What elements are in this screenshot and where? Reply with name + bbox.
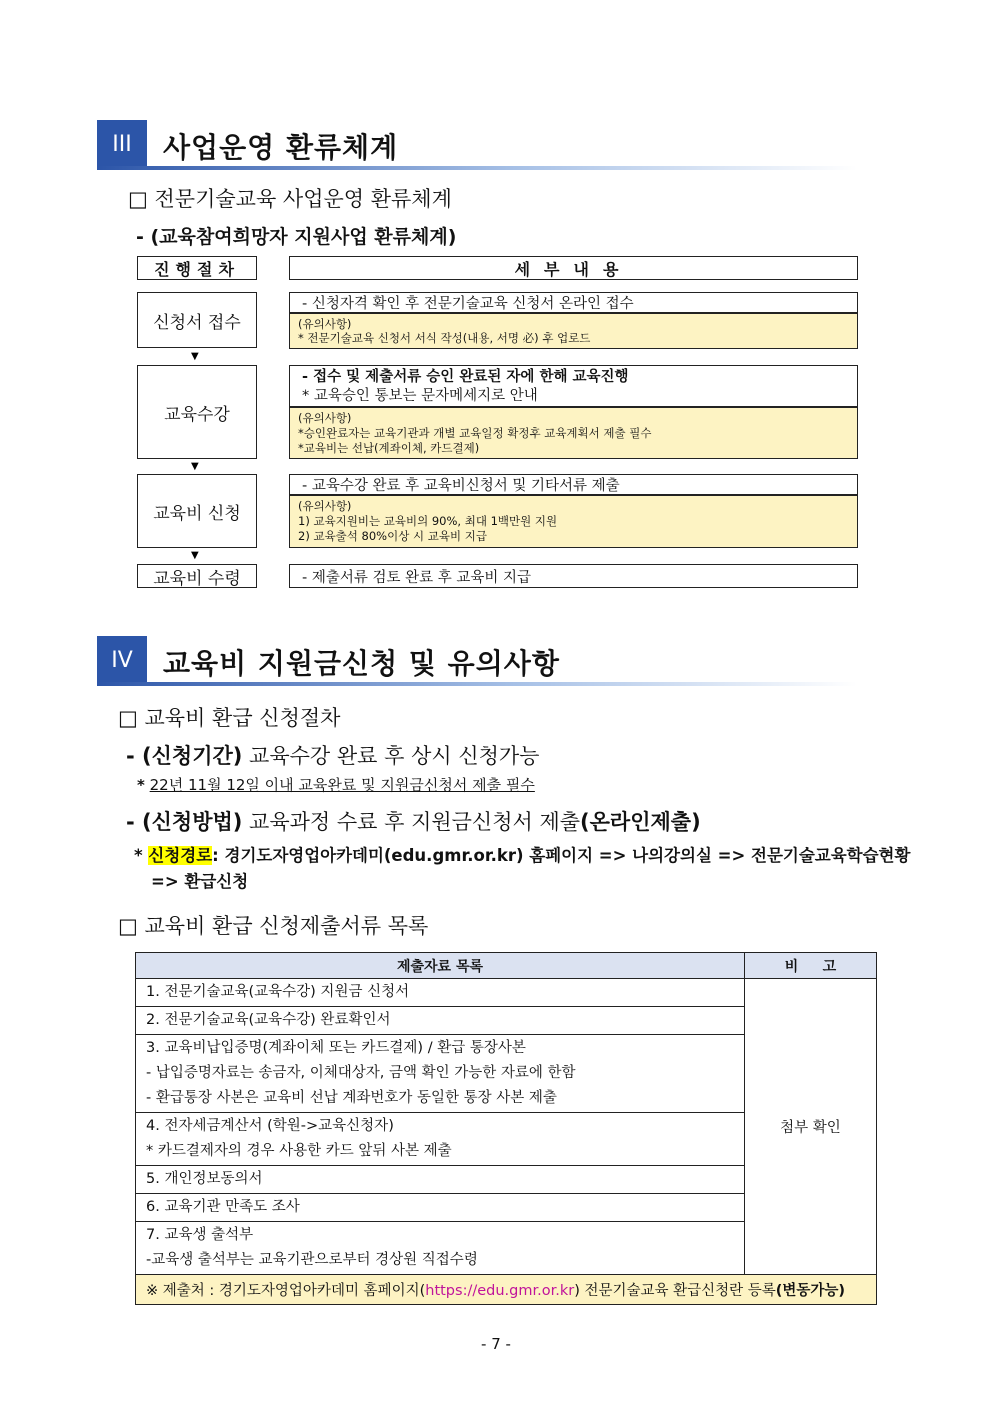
apply-route-text: : 경기도자영업아카데미(edu.gmr.or.kr) 홈페이지 => 나의강의실 => 전문기술교육학습현황 [212,846,911,865]
apply-period-note [137,774,535,795]
flow-header-detail: 세부내용 [289,256,858,280]
apply-period-label: - (신청기간) [126,744,243,768]
step-main-1: - 신청자격 확인 후 전문기술교육 신청서 온라인 접수 [289,292,858,313]
apply-route-line2: => 환급신청 [151,872,249,891]
section3-sub-item: - (교육참여희망자 지원사업 환류체계) [136,226,457,248]
footer-text-c: (변동가능) [775,1283,846,1299]
note-star: * [134,846,143,865]
note-line: *교육비는 선납(계좌이체, 카드결제) [298,441,480,455]
note-line: (유의사항) [298,317,352,331]
remark-attach-check: 첨부 확인 [745,979,877,1275]
step-main-3: - 교육수강 완료 후 교육비신청서 및 기타서류 제출 [289,474,858,495]
footer-text-b: ) 전문기술교육 환급신청란 등록 [574,1283,776,1299]
down-arrow-icon: ▼ [191,550,199,561]
apply-period [126,740,539,770]
section4-sub1: □ 교육비 환급 신청절차 [118,706,341,730]
apply-period-note-text: 22년 11월 12일 이내 교육완료 및 지원금신청서 제출 필수 [149,776,535,794]
step-label-3: 교육비 신청 [137,474,257,548]
section3-title: 사업운영 환류체계 [163,131,399,164]
apply-route [134,842,910,866]
apply-method-label: - (신청방법) [126,810,243,834]
section3-number: III [97,120,147,168]
step-notes-2 [289,407,858,459]
section3-subtitle: □ 전문기술교육 사업운영 환류체계 [128,187,452,211]
document-item-3 [136,1035,745,1113]
step-label-1: 신청서 접수 [137,292,257,348]
step-main-2-line2: * 교육승인 통보는 문자메세지로 안내 [302,388,538,404]
section4-number: IV [97,636,147,684]
document-item-7 [136,1222,745,1275]
step-label-2: 교육수강 [137,365,257,459]
apply-period-text: 교육수강 완료 후 상시 신청가능 [242,744,540,768]
footer-url-link[interactable]: https://edu.gmr.or.kr [425,1283,575,1299]
note-line: * 전문기술교육 신청서 서식 작성(내용, 서명 必) 후 업로드 [298,331,591,345]
step-main-2 [289,365,858,407]
note-line: 1) 교육지원비는 교육비의 90%, 최대 1백만원 지원 [298,514,558,528]
document-item-6: 6. 교육기관 만족도 조사 [136,1194,745,1222]
down-arrow-icon: ▼ [191,461,199,472]
note-star: * [137,776,145,794]
document-item-5: 5. 개인정보동의서 [136,1166,745,1194]
document-item-3-note1: - 납입증명자료는 송금자, 이체대상자, 금액 확인 가능한 자료에 한함 [146,1065,576,1081]
down-arrow-icon: ▼ [191,351,199,362]
document-item-3-title: 3. 교육비납입증명(계좌이체 또는 카드결제) / 환급 통장사본 [146,1040,526,1056]
section3-underline [97,166,857,170]
document-item-2: 2. 전문기술교육(교육수강) 완료확인서 [136,1007,745,1035]
table-footer-row [136,1275,877,1305]
apply-method-tail: (온라인제출) [580,810,701,834]
section4-header [97,636,857,684]
note-line: (유의사항) [298,499,352,513]
step-main-2-line1: - 접수 및 제출서류 승인 완료된 자에 한해 교육진행 [302,369,629,385]
document-item-7-title: 7. 교육생 출석부 [146,1227,254,1243]
step-label-4: 교육비 수령 [137,564,257,588]
step-notes-1 [289,313,858,349]
step-notes-3 [289,495,858,548]
section4-underline [97,682,857,686]
table-header-row [136,953,877,979]
apply-method-text: 교육과정 수료 후 지원금신청서 제출 [242,810,581,834]
section4-sub2: □ 교육비 환급 신청제출서류 목록 [118,914,429,938]
document-item-4-note: * 카드결제자의 경우 사용한 카드 앞뒤 사본 제출 [146,1143,452,1159]
documents-table [135,952,877,1305]
document-item-4 [136,1113,745,1166]
document-item-4-title: 4. 전자세금계산서 (학원->교육신청자) [146,1118,394,1134]
step-main-4: - 제출서류 검토 완료 후 교육비 지급 [289,564,858,588]
footer-text-a: ※ 제출처 : 경기도자영업아카데미 홈페이지( [146,1283,426,1299]
note-line: 2) 교육출석 80%이상 시 교육비 지급 [298,529,487,543]
document-item-1: 1. 전문기술교육(교육수강) 지원금 신청서 [136,979,745,1007]
flow-header-procedure: 진행절차 [137,256,257,280]
section3-header [97,120,857,168]
table-footer [136,1275,877,1305]
table-header-remark: 비 고 [745,953,877,979]
apply-route-label: 신청경로 [148,846,213,865]
note-line: *승인완료자는 교육기관과 개별 교육일정 확정후 교육계획서 제출 필수 [298,426,652,440]
note-line: (유의사항) [298,411,352,425]
section4-title: 교육비 지원금신청 및 유의사항 [163,647,560,680]
table-header-documents: 제출자료 목록 [136,953,745,979]
table-row [136,979,877,1007]
apply-method [126,806,701,836]
page-number: - 7 - [481,1335,511,1353]
document-item-7-note: -교육생 출석부는 교육기관으로부터 경상원 직접수령 [146,1252,478,1268]
document-item-3-note2: - 환급통장 사본은 교육비 선납 계좌번호가 동일한 통장 사본 제출 [146,1090,557,1106]
